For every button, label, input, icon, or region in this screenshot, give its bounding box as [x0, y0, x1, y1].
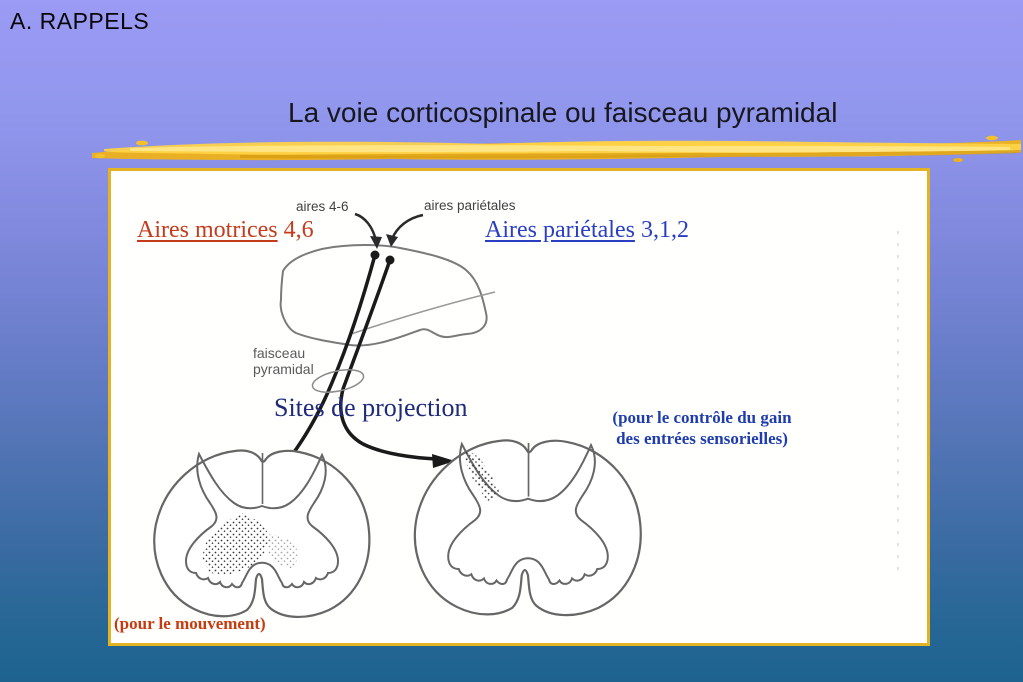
annotation-aires-motrices — [137, 217, 314, 244]
figure-panel — [108, 168, 930, 646]
movement-note: (pour le mouvement) — [114, 614, 266, 633]
aires-parietales-link[interactable]: Aires pariétales — [485, 217, 635, 243]
brush-spatter — [136, 141, 148, 146]
sensory-gain-note — [600, 407, 804, 449]
annotation-aires-parietales — [485, 217, 689, 244]
aires-parietales-numbers: 3,1,2 — [634, 217, 689, 243]
brain-outline — [281, 245, 487, 346]
faisceau-ellipse — [310, 366, 365, 396]
gold-brush-stroke — [90, 129, 1023, 171]
aires-motrices-link[interactable]: Aires motrices — [137, 217, 278, 243]
faisceau-line2: pyramidal — [253, 361, 314, 377]
sensory-gain-line1: (pour le contrôle du gain — [612, 408, 792, 427]
label-aires-parietales: aires pariétales — [424, 198, 516, 213]
brush-spatter — [95, 154, 105, 158]
brush-spatter — [986, 136, 998, 140]
sites-de-projection-title: Sites de projection — [274, 393, 468, 422]
spinal-cord-right — [415, 440, 641, 615]
slide-header: A. RAPPELS — [10, 8, 150, 34]
faisceau-line1: faisceau — [253, 345, 306, 361]
leader-aires46-arrowhead — [370, 236, 382, 249]
page-title: La voie corticospinale ou faisceau pyramidal — [288, 97, 838, 128]
sensory-gain-line2: des entrées sensorielles) — [616, 429, 788, 448]
parietal-tract — [341, 260, 437, 459]
leader-parietales — [392, 215, 423, 239]
label-faisceau-pyramidal — [253, 345, 314, 377]
aires-motrices-numbers: 4,6 — [277, 217, 314, 243]
spinal-cord-left — [154, 450, 369, 616]
brush-spatter — [953, 158, 963, 162]
label-aires-4-6: aires 4-6 — [296, 199, 349, 214]
